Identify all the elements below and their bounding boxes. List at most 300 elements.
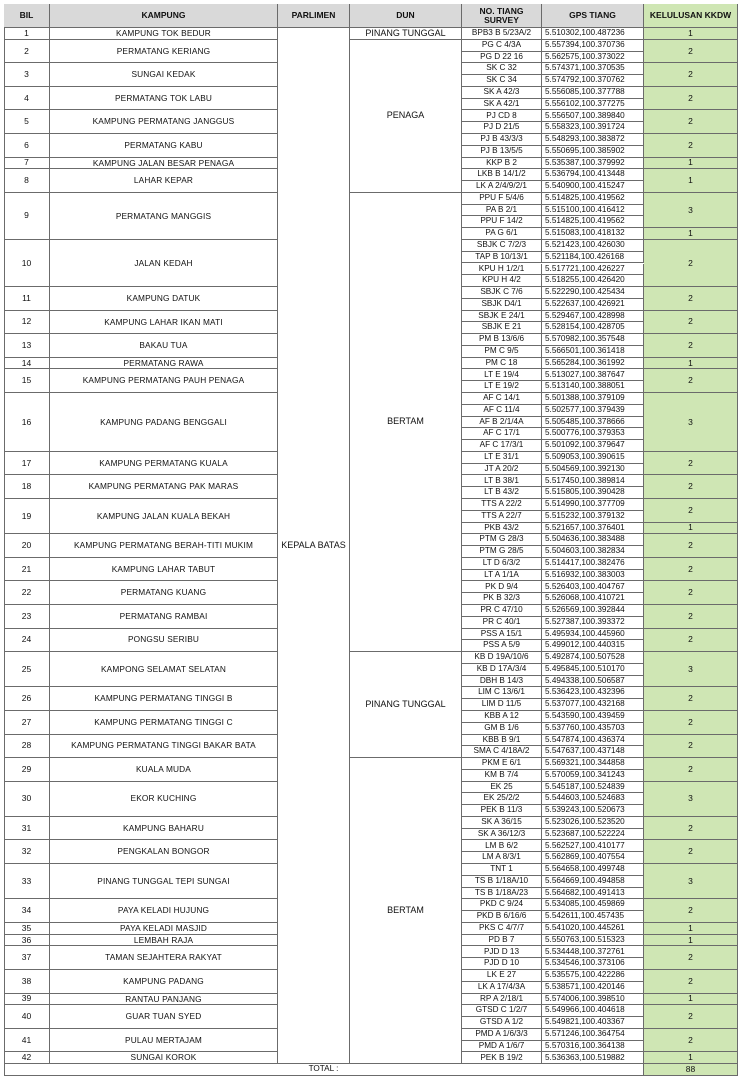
pole-gps: 5.514825,100.419562 bbox=[542, 193, 644, 205]
pole-survey-number: PKD C 9/24 bbox=[462, 899, 542, 911]
pole-gps: 5.523026,100.523520 bbox=[542, 817, 644, 829]
pole-gps: 5.526569,100.392844 bbox=[542, 605, 644, 617]
approval-count: 1 bbox=[644, 169, 738, 193]
approval-count: 3 bbox=[644, 782, 738, 817]
pole-gps: 5.504603,100.382834 bbox=[542, 546, 644, 558]
village-name: JALAN KEDAH bbox=[50, 240, 278, 287]
pole-survey-number: PPU F 5/4/6 bbox=[462, 193, 542, 205]
pole-survey-number: PK D 9/4 bbox=[462, 581, 542, 593]
village-name: PERMATANG RAMBAI bbox=[50, 605, 278, 629]
row-number: 23 bbox=[4, 605, 50, 629]
row-number: 36 bbox=[4, 935, 50, 947]
pole-survey-number: PKD B 6/16/6 bbox=[462, 911, 542, 923]
village-name: LAHAR KEPAR bbox=[50, 169, 278, 193]
pole-survey-number: PK B 32/3 bbox=[462, 593, 542, 605]
pole-survey-number: LIM D 11/5 bbox=[462, 699, 542, 711]
pole-survey-number: BPB3 B 5/23A/2 bbox=[462, 28, 542, 40]
approval-count: 3 bbox=[644, 652, 738, 687]
pole-gps: 5.556102,100.377275 bbox=[542, 99, 644, 111]
pole-gps: 5.515100,100.416412 bbox=[542, 205, 644, 217]
pole-survey-number: SMA C 4/18A/2 bbox=[462, 746, 542, 758]
pole-gps: 5.517721,100.426227 bbox=[542, 264, 644, 276]
pole-survey-number: LM A 8/3/1 bbox=[462, 852, 542, 864]
pole-gps: 5.513027,100.387647 bbox=[542, 369, 644, 381]
row-number: 16 bbox=[4, 393, 50, 452]
pole-survey-number: PJ CD 8 bbox=[462, 110, 542, 122]
pole-survey-number: TS B 1/18A/23 bbox=[462, 888, 542, 900]
pole-survey-number: RP A 2/18/1 bbox=[462, 994, 542, 1006]
pole-survey-number: KB D 17A/3/4 bbox=[462, 664, 542, 676]
pole-gps: 5.527387,100.393372 bbox=[542, 617, 644, 629]
pole-survey-number: LT E 31/1 bbox=[462, 452, 542, 464]
pole-gps: 5.514417,100.382476 bbox=[542, 558, 644, 570]
pole-gps: 5.539243,100.520673 bbox=[542, 805, 644, 817]
pole-survey-number: PTM G 28/5 bbox=[462, 546, 542, 558]
pole-survey-number: DBH B 14/3 bbox=[462, 676, 542, 688]
pole-survey-number: PSS A 15/1 bbox=[462, 629, 542, 641]
row-number: 29 bbox=[4, 758, 50, 782]
village-name: RANTAU PANJANG bbox=[50, 994, 278, 1006]
pole-survey-number: AF C 14/1 bbox=[462, 393, 542, 405]
pole-gps: 5.534546,100.373106 bbox=[542, 958, 644, 970]
pole-gps: 5.500776,100.379353 bbox=[542, 428, 644, 440]
row-number: 1 bbox=[4, 28, 50, 40]
village-name: PINANG TUNGGAL TEPI SUNGAI bbox=[50, 864, 278, 899]
pole-gps: 5.562527,100.410177 bbox=[542, 840, 644, 852]
village-name: TAMAN SEJAHTERA RAKYAT bbox=[50, 946, 278, 970]
pole-gps: 5.526403,100.404767 bbox=[542, 581, 644, 593]
approval-count: 2 bbox=[644, 711, 738, 735]
village-name: GUAR TUAN SYED bbox=[50, 1005, 278, 1029]
pole-survey-number: SBJK C 7/6 bbox=[462, 287, 542, 299]
pole-survey-number: TTS A 22/7 bbox=[462, 511, 542, 523]
pole-gps: 5.495845,100.510170 bbox=[542, 664, 644, 676]
pole-survey-number: TNT 1 bbox=[462, 864, 542, 876]
pole-gps: 5.535387,100.379992 bbox=[542, 158, 644, 170]
pole-survey-number: KKP B 2 bbox=[462, 158, 542, 170]
pole-survey-number: PEK B 19/2 bbox=[462, 1052, 542, 1064]
pole-survey-number: EK 25/2/2 bbox=[462, 793, 542, 805]
pole-gps: 5.522290,100.425434 bbox=[542, 287, 644, 299]
village-name: PERMATANG KERIANG bbox=[50, 40, 278, 64]
pole-gps: 5.542611,100.457435 bbox=[542, 911, 644, 923]
row-number: 6 bbox=[4, 134, 50, 158]
village-name: KAMPUNG PERMATANG JANGGUS bbox=[50, 110, 278, 134]
pole-survey-number: SK A 36/12/3 bbox=[462, 829, 542, 841]
pole-survey-number: PR C 47/10 bbox=[462, 605, 542, 617]
approval-count: 2 bbox=[644, 452, 738, 476]
approval-count: 1 bbox=[644, 228, 738, 240]
row-number: 28 bbox=[4, 735, 50, 759]
approval-count: 2 bbox=[644, 1029, 738, 1053]
pole-survey-number: LT A 1/1A bbox=[462, 570, 542, 582]
approval-count: 1 bbox=[644, 923, 738, 935]
pole-gps: 5.571246,100.364754 bbox=[542, 1029, 644, 1041]
approval-count: 2 bbox=[644, 1005, 738, 1029]
pole-survey-number: SBJK C 7/2/3 bbox=[462, 240, 542, 252]
pole-survey-number: PMD A 1/6/3/3 bbox=[462, 1029, 542, 1041]
village-name: KAMPUNG DATUK bbox=[50, 287, 278, 311]
pole-gps: 5.564669,100.494858 bbox=[542, 876, 644, 888]
village-name: KAMPUNG LAHAR TABUT bbox=[50, 558, 278, 582]
village-name: BAKAU TUA bbox=[50, 334, 278, 358]
pole-survey-number: TS B 1/18A/10 bbox=[462, 876, 542, 888]
pole-gps: 5.518255,100.426420 bbox=[542, 275, 644, 287]
pole-gps: 5.514990,100.377709 bbox=[542, 499, 644, 511]
pole-survey-number: LKB B 14/1/2 bbox=[462, 169, 542, 181]
row-number: 21 bbox=[4, 558, 50, 582]
village-name: KAMPUNG PERMATANG PAK MARAS bbox=[50, 475, 278, 499]
approval-count: 2 bbox=[644, 735, 738, 759]
approval-count: 2 bbox=[644, 899, 738, 923]
approval-count: 1 bbox=[644, 158, 738, 170]
pole-survey-number: SBJK D4/1 bbox=[462, 299, 542, 311]
approval-count: 2 bbox=[644, 840, 738, 864]
village-name: KAMPONG SELAMAT SELATAN bbox=[50, 652, 278, 687]
pole-survey-number: KPU H 1/2/1 bbox=[462, 264, 542, 276]
pole-survey-number: PJD D 13 bbox=[462, 946, 542, 958]
pole-gps: 5.513140,100.388051 bbox=[542, 381, 644, 393]
header-kampung: KAMPUNG bbox=[50, 4, 278, 28]
pole-survey-number: AF C 17/1 bbox=[462, 428, 542, 440]
pole-survey-number: GTSD C 1/2/7 bbox=[462, 1005, 542, 1017]
pole-gps: 5.562575,100.373022 bbox=[542, 52, 644, 64]
pole-survey-number: AF B 2/1/4A bbox=[462, 417, 542, 429]
row-number: 9 bbox=[4, 193, 50, 240]
pole-gps: 5.534448,100.372761 bbox=[542, 946, 644, 958]
pole-gps: 5.556507,100.389840 bbox=[542, 110, 644, 122]
pole-survey-number: KPU H 4/2 bbox=[462, 275, 542, 287]
header-dun: DUN bbox=[350, 4, 462, 28]
village-name: PERMATANG KABU bbox=[50, 134, 278, 158]
row-number: 3 bbox=[4, 63, 50, 87]
pole-gps: 5.494338,100.506587 bbox=[542, 676, 644, 688]
approval-count: 2 bbox=[644, 499, 738, 523]
approval-count: 2 bbox=[644, 558, 738, 582]
pole-survey-number: TTS A 22/2 bbox=[462, 499, 542, 511]
village-name: LEMBAH RAJA bbox=[50, 935, 278, 947]
pole-gps: 5.536423,100.432396 bbox=[542, 687, 644, 699]
row-number: 35 bbox=[4, 923, 50, 935]
approval-count: 2 bbox=[644, 369, 738, 393]
approval-count: 3 bbox=[644, 864, 738, 899]
pole-survey-number: KM B 7/4 bbox=[462, 770, 542, 782]
pole-gps: 5.495934,100.445960 bbox=[542, 629, 644, 641]
row-number: 37 bbox=[4, 946, 50, 970]
approval-count: 2 bbox=[644, 334, 738, 358]
pole-survey-number: PJ D 21/5 bbox=[462, 122, 542, 134]
dun-name: PINANG TUNGGAL bbox=[350, 28, 462, 40]
row-number: 4 bbox=[4, 87, 50, 111]
village-name: PERMATANG TOK LABU bbox=[50, 87, 278, 111]
pole-survey-number: PKB 43/2 bbox=[462, 523, 542, 535]
pole-survey-number: PTM G 28/3 bbox=[462, 534, 542, 546]
village-name: KUALA MUDA bbox=[50, 758, 278, 782]
pole-gps: 5.548293,100.383872 bbox=[542, 134, 644, 146]
row-number: 14 bbox=[4, 358, 50, 370]
pole-gps: 5.499012,100.440315 bbox=[542, 640, 644, 652]
pole-survey-number: PR C 40/1 bbox=[462, 617, 542, 629]
pole-survey-number: GM B 1/6 bbox=[462, 723, 542, 735]
pole-gps: 5.515805,100.390428 bbox=[542, 487, 644, 499]
pole-survey-number: SK A 36/15 bbox=[462, 817, 542, 829]
pole-survey-number: SBJK E 24/1 bbox=[462, 311, 542, 323]
approval-count: 1 bbox=[644, 994, 738, 1006]
pole-survey-number: LT B 38/1 bbox=[462, 475, 542, 487]
approval-count: 2 bbox=[644, 534, 738, 558]
pole-survey-number: PPU F 14/2 bbox=[462, 216, 542, 228]
pole-survey-number: LIM C 13/6/1 bbox=[462, 687, 542, 699]
pole-survey-number: LK A 17/4/3A bbox=[462, 982, 542, 994]
pole-gps: 5.570982,100.357548 bbox=[542, 334, 644, 346]
header-parlimen: PARLIMEN bbox=[278, 4, 350, 28]
pole-gps: 5.534085,100.459869 bbox=[542, 899, 644, 911]
row-number: 10 bbox=[4, 240, 50, 287]
row-number: 20 bbox=[4, 534, 50, 558]
pole-survey-number: PM B 13/6/6 bbox=[462, 334, 542, 346]
pole-gps: 5.510302,100.487236 bbox=[542, 28, 644, 40]
pole-survey-number: GTSD A 1/2 bbox=[462, 1017, 542, 1029]
pole-gps: 5.547637,100.437148 bbox=[542, 746, 644, 758]
row-number: 41 bbox=[4, 1029, 50, 1053]
pole-gps: 5.515232,100.379132 bbox=[542, 511, 644, 523]
pole-survey-number: PKM E 6/1 bbox=[462, 758, 542, 770]
row-number: 42 bbox=[4, 1052, 50, 1064]
pole-gps: 5.504636,100.383488 bbox=[542, 534, 644, 546]
pole-survey-number: SK C 34 bbox=[462, 75, 542, 87]
row-number: 40 bbox=[4, 1005, 50, 1029]
pole-gps: 5.565284,100.361992 bbox=[542, 358, 644, 370]
pole-gps: 5.537077,100.432168 bbox=[542, 699, 644, 711]
row-number: 7 bbox=[4, 158, 50, 170]
pole-gps: 5.570059,100.341243 bbox=[542, 770, 644, 782]
village-name: KAMPUNG PERMATANG TINGGI BAKAR BATA bbox=[50, 735, 278, 759]
header-tiang: NO. TIANG SURVEY bbox=[462, 4, 542, 28]
pole-gps: 5.526068,100.410721 bbox=[542, 593, 644, 605]
approval-count: 1 bbox=[644, 28, 738, 40]
row-number: 5 bbox=[4, 110, 50, 134]
pole-gps: 5.501092,100.379647 bbox=[542, 440, 644, 452]
row-number: 2 bbox=[4, 40, 50, 64]
village-name: KAMPUNG BAHARU bbox=[50, 817, 278, 841]
row-number: 26 bbox=[4, 687, 50, 711]
approval-count: 2 bbox=[644, 970, 738, 994]
village-name: PERMATANG KUANG bbox=[50, 581, 278, 605]
approval-count: 1 bbox=[644, 358, 738, 370]
pole-gps: 5.558323,100.391724 bbox=[542, 122, 644, 134]
approval-count: 3 bbox=[644, 393, 738, 452]
row-number: 19 bbox=[4, 499, 50, 534]
pole-survey-number: LK E 27 bbox=[462, 970, 542, 982]
pole-survey-number: PD B 7 bbox=[462, 935, 542, 947]
approval-count: 1 bbox=[644, 523, 738, 535]
row-number: 24 bbox=[4, 629, 50, 653]
pole-gps: 5.543590,100.439459 bbox=[542, 711, 644, 723]
pole-gps: 5.541020,100.445261 bbox=[542, 923, 644, 935]
total-label: TOTAL : bbox=[4, 1064, 644, 1076]
pole-survey-number: PJ B 13/5/5 bbox=[462, 146, 542, 158]
pole-survey-number: EK 25 bbox=[462, 782, 542, 794]
pole-gps: 5.528154,100.428705 bbox=[542, 322, 644, 334]
pole-gps: 5.529467,100.428998 bbox=[542, 311, 644, 323]
pole-survey-number: KB D 19A/10/6 bbox=[462, 652, 542, 664]
pole-survey-number: PM C 9/5 bbox=[462, 346, 542, 358]
pole-gps: 5.540900,100.415247 bbox=[542, 181, 644, 193]
pole-gps: 5.557394,100.370736 bbox=[542, 40, 644, 52]
pole-survey-number: SK C 32 bbox=[462, 63, 542, 75]
village-name: PAYA KELADI HUJUNG bbox=[50, 899, 278, 923]
village-name: PERMATANG RAWA bbox=[50, 358, 278, 370]
village-name: PAYA KELADI MASJID bbox=[50, 923, 278, 935]
pole-gps: 5.522637,100.426921 bbox=[542, 299, 644, 311]
village-name: KAMPUNG JALAN BESAR PENAGA bbox=[50, 158, 278, 170]
header-bil: BIL bbox=[4, 4, 50, 28]
approval-count: 2 bbox=[644, 63, 738, 87]
pole-gps: 5.504569,100.392130 bbox=[542, 464, 644, 476]
pole-gps: 5.517450,100.389814 bbox=[542, 475, 644, 487]
pole-gps: 5.536794,100.413448 bbox=[542, 169, 644, 181]
pole-gps: 5.502577,100.379439 bbox=[542, 405, 644, 417]
row-number: 34 bbox=[4, 899, 50, 923]
approval-count: 1 bbox=[644, 1052, 738, 1064]
approval-count: 2 bbox=[644, 605, 738, 629]
pole-gps: 5.521184,100.426168 bbox=[542, 252, 644, 264]
pole-survey-number: PM C 18 bbox=[462, 358, 542, 370]
pole-survey-number: PSS A 5/9 bbox=[462, 640, 542, 652]
pole-gps: 5.521423,100.426030 bbox=[542, 240, 644, 252]
pole-gps: 5.566501,100.361418 bbox=[542, 346, 644, 358]
village-name: PULAU MERTAJAM bbox=[50, 1029, 278, 1053]
pole-gps: 5.545187,100.524839 bbox=[542, 782, 644, 794]
row-number: 27 bbox=[4, 711, 50, 735]
village-name: KAMPUNG TOK BEDUR bbox=[50, 28, 278, 40]
pole-gps: 5.569321,100.344858 bbox=[542, 758, 644, 770]
approval-count: 2 bbox=[644, 40, 738, 64]
pole-survey-number: PJD D 10 bbox=[462, 958, 542, 970]
row-number: 32 bbox=[4, 840, 50, 864]
pole-survey-number: SK A 42/3 bbox=[462, 87, 542, 99]
approval-count: 2 bbox=[644, 946, 738, 970]
header-kelulusan: KELULUSAN KKDW bbox=[644, 4, 738, 28]
pole-survey-number: PKS C 4/7/7 bbox=[462, 923, 542, 935]
pole-survey-number: LT E 19/2 bbox=[462, 381, 542, 393]
row-number: 39 bbox=[4, 994, 50, 1006]
approval-count: 2 bbox=[644, 87, 738, 111]
row-number: 15 bbox=[4, 369, 50, 393]
pole-gps: 5.549821,100.403367 bbox=[542, 1017, 644, 1029]
pole-gps: 5.514825,100.419562 bbox=[542, 216, 644, 228]
approval-count: 2 bbox=[644, 287, 738, 311]
village-name: KAMPUNG PERMATANG TINGGI C bbox=[50, 711, 278, 735]
village-name: PERMATANG MANGGIS bbox=[50, 193, 278, 240]
row-number: 33 bbox=[4, 864, 50, 899]
dun-name: BERTAM bbox=[350, 758, 462, 1064]
pole-survey-number: PJ B 43/3/3 bbox=[462, 134, 542, 146]
approval-count: 2 bbox=[644, 758, 738, 782]
pole-gps: 5.516932,100.383003 bbox=[542, 570, 644, 582]
pole-gps: 5.547874,100.436374 bbox=[542, 735, 644, 747]
village-name: KAMPUNG JALAN KUALA BEKAH bbox=[50, 499, 278, 534]
pole-survey-number: PMD A 1/6/7 bbox=[462, 1041, 542, 1053]
pole-gps: 5.549966,100.404618 bbox=[542, 1005, 644, 1017]
dun-name: BERTAM bbox=[350, 193, 462, 652]
village-name: KAMPUNG PERMATANG BERAH-TITI MUKIM bbox=[50, 534, 278, 558]
row-number: 13 bbox=[4, 334, 50, 358]
pole-survey-number: LK A 2/4/9/2/1 bbox=[462, 181, 542, 193]
pole-gps: 5.574371,100.370535 bbox=[542, 63, 644, 75]
pole-gps: 5.564682,100.491413 bbox=[542, 888, 644, 900]
parlimen-name: KEPALA BATAS bbox=[278, 28, 350, 1064]
pole-survey-number: SBJK E 21 bbox=[462, 322, 542, 334]
village-name: SUNGAI KOROK bbox=[50, 1052, 278, 1064]
pole-gps: 5.537760,100.435703 bbox=[542, 723, 644, 735]
pole-survey-number: PG C 4/3A bbox=[462, 40, 542, 52]
approval-count: 2 bbox=[644, 581, 738, 605]
pole-gps: 5.515083,100.418132 bbox=[542, 228, 644, 240]
pole-gps: 5.574792,100.370762 bbox=[542, 75, 644, 87]
village-name: KAMPUNG PADANG bbox=[50, 970, 278, 994]
approval-count: 2 bbox=[644, 134, 738, 158]
pole-gps: 5.570316,100.364138 bbox=[542, 1041, 644, 1053]
pole-survey-number: AF C 17/3/1 bbox=[462, 440, 542, 452]
pole-gps: 5.550695,100.385902 bbox=[542, 146, 644, 158]
pole-survey-number: JT A 20/2 bbox=[462, 464, 542, 476]
header-gps: GPS TIANG bbox=[542, 4, 644, 28]
row-number: 17 bbox=[4, 452, 50, 476]
pole-gps: 5.544603,100.524683 bbox=[542, 793, 644, 805]
approval-count: 2 bbox=[644, 687, 738, 711]
pole-survey-number: PA B 2/1 bbox=[462, 205, 542, 217]
village-name: PENGKALAN BONGOR bbox=[50, 840, 278, 864]
approval-count: 2 bbox=[644, 629, 738, 653]
dun-name: PINANG TUNGGAL bbox=[350, 652, 462, 758]
approval-count: 1 bbox=[644, 935, 738, 947]
pole-gps: 5.556085,100.377788 bbox=[542, 87, 644, 99]
total-value: 88 bbox=[644, 1064, 738, 1076]
pole-gps: 5.535575,100.422286 bbox=[542, 970, 644, 982]
pole-survey-number: AF C 11/4 bbox=[462, 405, 542, 417]
pole-survey-number: PA G 6/1 bbox=[462, 228, 542, 240]
dun-name: PENAGA bbox=[350, 40, 462, 193]
row-number: 11 bbox=[4, 287, 50, 311]
pole-survey-number: LT D 6/3/2 bbox=[462, 558, 542, 570]
pole-survey-number: PG D 22 16 bbox=[462, 52, 542, 64]
pole-gps: 5.538571,100.420146 bbox=[542, 982, 644, 994]
row-number: 12 bbox=[4, 311, 50, 335]
row-number: 8 bbox=[4, 169, 50, 193]
pole-gps: 5.550763,100.515323 bbox=[542, 935, 644, 947]
village-name: KAMPUNG PERMATANG KUALA bbox=[50, 452, 278, 476]
village-name: KAMPUNG PERMATANG PAUH PENAGA bbox=[50, 369, 278, 393]
pole-gps: 5.521657,100.376401 bbox=[542, 523, 644, 535]
pole-gps: 5.509053,100.390615 bbox=[542, 452, 644, 464]
approval-count: 2 bbox=[644, 110, 738, 134]
pole-gps: 5.564658,100.499748 bbox=[542, 864, 644, 876]
row-number: 18 bbox=[4, 475, 50, 499]
village-name: KAMPUNG PADANG BENGGALI bbox=[50, 393, 278, 452]
village-name: EKOR KUCHING bbox=[50, 782, 278, 817]
pole-survey-number: KBB A 12 bbox=[462, 711, 542, 723]
village-name: SUNGAI KEDAK bbox=[50, 63, 278, 87]
pole-survey-number: TAP B 10/13/1 bbox=[462, 252, 542, 264]
village-name: PONGSU SERIBU bbox=[50, 629, 278, 653]
village-name: KAMPUNG PERMATANG TINGGI B bbox=[50, 687, 278, 711]
approval-count: 2 bbox=[644, 475, 738, 499]
pole-gps: 5.574006,100.398510 bbox=[542, 994, 644, 1006]
pole-survey-number: LT B 43/2 bbox=[462, 487, 542, 499]
approval-count: 2 bbox=[644, 311, 738, 335]
pole-survey-number: PEK B 11/3 bbox=[462, 805, 542, 817]
